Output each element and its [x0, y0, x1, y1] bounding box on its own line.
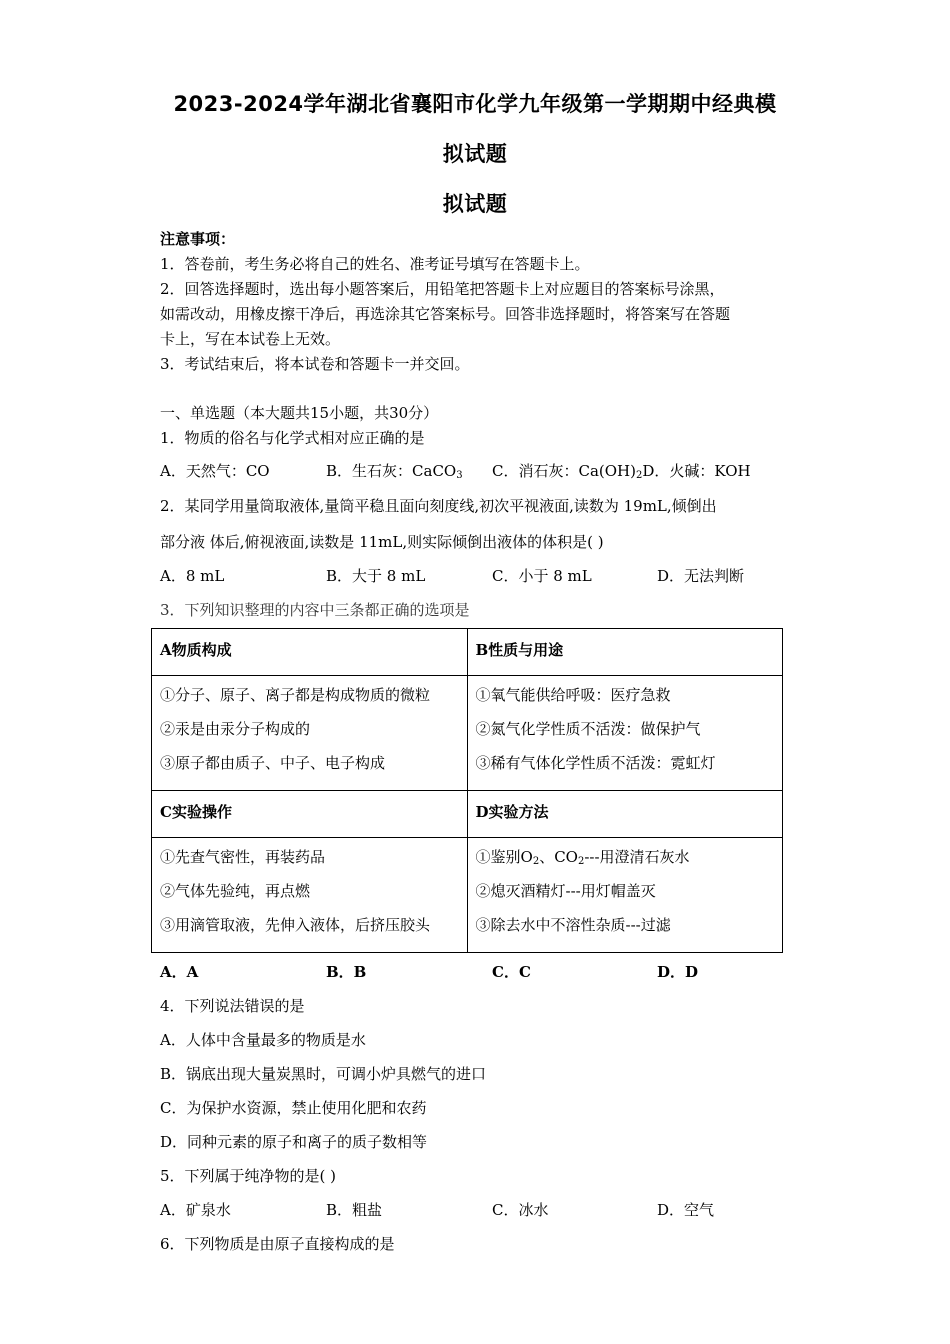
option-b[interactable]: B．粗盐 — [326, 1201, 383, 1219]
table-cell-d-body — [467, 838, 783, 953]
table-item: ②熄灭酒精灯---用灯帽盖灭 — [475, 882, 656, 900]
notice-item: 2．回答选择题时，选出每小题答案后，用铅笔把答题卡上对应题目的答案标号涂黑， — [160, 280, 725, 298]
option-b[interactable]: B．锅底出现大量炭黑时，可调小炉具燃气的进口 — [160, 1065, 487, 1083]
option-d[interactable]: D．同种元素的原子和离子的质子数相等 — [160, 1133, 428, 1151]
option-c[interactable]: C．为保护水资源，禁止使用化肥和农药 — [160, 1099, 427, 1117]
question-6-stem: 6．下列物质是由原子直接构成的是 — [160, 1235, 395, 1253]
knowledge-table — [151, 628, 783, 953]
table-cell-b-body — [467, 676, 783, 791]
question-5-stem: 5．下列属于纯净物的是( ) — [160, 1167, 337, 1185]
question-1-options — [160, 460, 800, 480]
table-item: ②氮气化学性质不活泼：做保护气 — [475, 720, 701, 738]
table-item: ②气体先验纯，再点燃 — [160, 882, 311, 900]
table-cell-a-head: A物质构成 — [152, 629, 468, 676]
exam-title-line2: 拟试题 — [442, 142, 508, 166]
option-a[interactable]: A．矿泉水 — [160, 1201, 231, 1219]
option-c[interactable]: C．小于 8 mL — [492, 567, 592, 585]
question-4-stem: 4．下列说法错误的是 — [160, 997, 305, 1015]
table-item: ③用滴管取液，先伸入液体，后挤压胶头 — [160, 916, 431, 934]
table-cell-c-head: C实验操作 — [152, 791, 468, 838]
option-b[interactable]: B．生石灰：CaCO$_3$ — [326, 462, 463, 481]
question-2-stem: 部分液 体后,俯视液面,读数是 11mL,则实际倾倒出液体的体积是( ) — [160, 533, 604, 551]
table-item: ①鉴别$O_2$、$CO_2---$用澄清石灰水 — [475, 848, 690, 867]
notice-item: 3．考试结束后，将本试卷和答题卡一并交回。 — [160, 355, 470, 373]
table-item: ①分子、原子、离子都是构成物质的微粒 — [160, 686, 431, 704]
option-c[interactable]: C．冰水 — [492, 1201, 549, 1219]
option-c[interactable]: C．消石灰：$Ca(OH)_2D$．火碱：KOH — [492, 462, 751, 481]
option-d[interactable]: D．无法判断 — [657, 567, 745, 585]
option-a[interactable]: A．天然气：CO — [160, 462, 270, 480]
table-item: ③稀有气体化学性质不活泼：霓虹灯 — [475, 754, 716, 772]
question-2-options — [160, 565, 800, 585]
option-c[interactable]: C．C — [492, 963, 531, 981]
option-a[interactable]: A．人体中含量最多的物质是水 — [160, 1031, 366, 1049]
question-3-stem: 3．下列知识整理的内容中三条都正确的选项是 — [160, 601, 470, 619]
question-2-stem: 2．某同学用量筒取液体,量筒平稳且面向刻度线,初次平视液面,读数为 19mL,倾倒出 — [160, 497, 717, 515]
table-item: ①先查气密性，再装药品 — [160, 848, 326, 866]
notice-item: 1．答卷前，考生务必将自己的姓名、准考证号填写在答题卡上。 — [160, 255, 590, 273]
table-item: ③除去水中不溶性杂质---过滤 — [475, 916, 671, 934]
option-a[interactable]: A．8 mL — [160, 567, 225, 585]
option-d[interactable]: D．D — [657, 963, 699, 981]
option-b[interactable]: B．B — [326, 963, 367, 981]
table-item: ②汞是由汞分子构成的 — [160, 720, 311, 738]
table-item: ③原子都由质子、中子、电子构成 — [160, 754, 386, 772]
notice-item: 卡上，写在本试卷上无效。 — [160, 330, 341, 348]
question-5-options — [160, 1199, 800, 1219]
option-b[interactable]: B．大于 8 mL — [326, 567, 426, 585]
table-cell-d-head: D实验方法 — [467, 791, 783, 838]
option-d[interactable]: D．空气 — [657, 1201, 715, 1219]
exam-title-line3: 拟试题 — [442, 192, 508, 216]
option-d[interactable]: D．火碱：KOH — [642, 462, 751, 480]
table-item: ①氧气能供给呼吸：医疗急救 — [475, 686, 671, 704]
notice-item: 如需改动，用橡皮擦干净后，再选涂其它答案标号。回答非选择题时，将答案写在答题 — [160, 305, 731, 323]
table-cell-a-body — [152, 676, 468, 791]
exam-title-line1: 2023-2024学年湖北省襄阳市化学九年级第一学期期中经典模 — [173, 92, 777, 116]
table-cell-c-body — [152, 838, 468, 953]
question-3-options — [160, 961, 800, 981]
section-heading: 一、单选题（本大题共15小题，共30分） — [160, 404, 439, 422]
notice-heading: 注意事项： — [160, 230, 236, 248]
question-1-stem: 1．物质的俗名与化学式相对应正确的是 — [160, 429, 425, 447]
table-cell-b-head: B性质与用途 — [467, 629, 783, 676]
option-a[interactable]: A．A — [160, 963, 199, 981]
